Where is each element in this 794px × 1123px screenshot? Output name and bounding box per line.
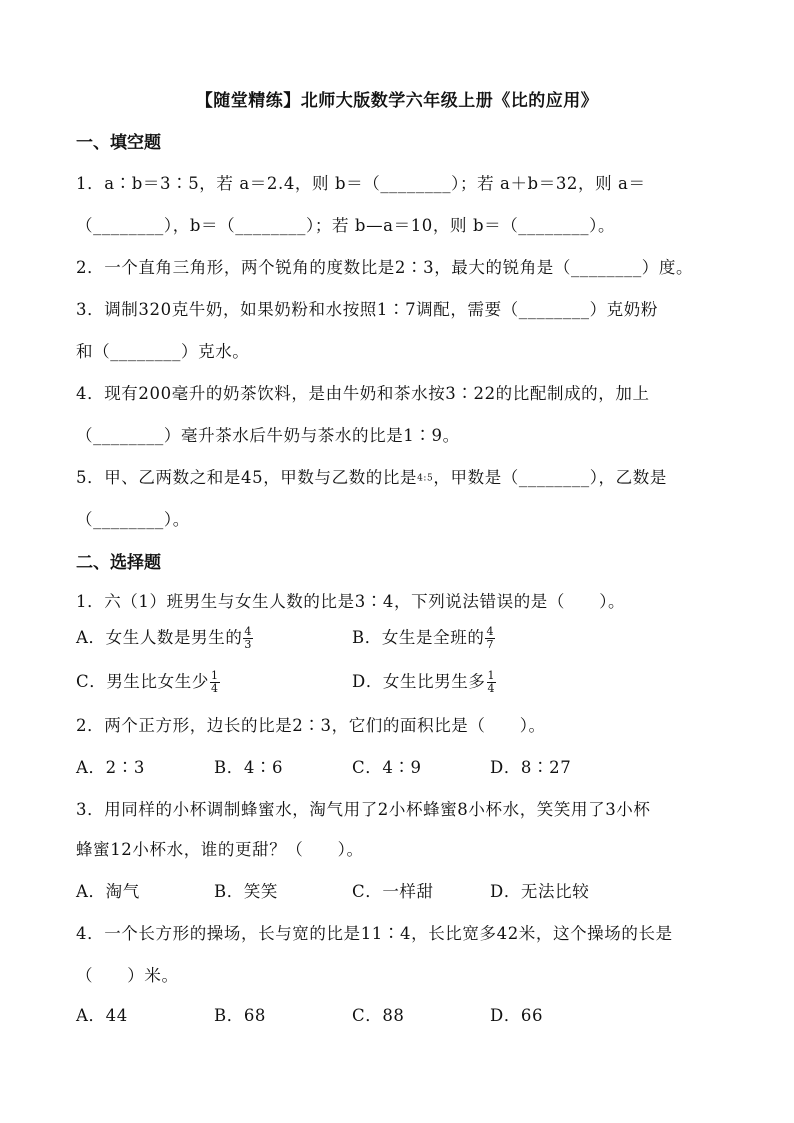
- choice-q1-option-d: D．女生比男生多 $\frac{1}{4}$: [352, 669, 496, 695]
- fraction: $\frac{1}{4}$: [487, 669, 496, 695]
- choice-q3-stem-line2: 蜂蜜12小杯水，谁的更甜？（ ）。: [76, 840, 364, 859]
- fraction: $\frac{1}{4}$: [210, 669, 219, 695]
- choice-q3-option-a: A．淘气: [76, 882, 140, 901]
- fill-q5-line1: [76, 464, 667, 488]
- fill-q3-line2: 和（________）克水。: [76, 342, 250, 361]
- choice-q2-option-b: B．4∶6: [214, 758, 284, 777]
- choice-q1-stem: 1．六（1）班男生与女生人数的比是3∶4，下列说法错误的是（ ）。: [76, 592, 626, 611]
- fill-q4-line1: 4．现有200毫升的奶茶饮料，是由牛奶和茶水按3∶22的比配制成的，加上: [76, 384, 650, 403]
- fill-q5-line2: （________）。: [76, 510, 190, 529]
- choice-q4-option-c: C．88: [352, 1006, 405, 1025]
- choice-q1-option-b: B．女生是全班的 $\frac{4}{7}$: [352, 625, 495, 651]
- choice-q1-option-a: A．女生人数是男生的 $\frac{4}{3}$: [76, 625, 253, 651]
- section-heading-fill-blank: 一、填空题: [76, 133, 161, 153]
- choice-q2-option-d: D．8∶27: [490, 758, 572, 777]
- choice-q4-stem-line2: （ ）米。: [76, 966, 179, 985]
- choice-q1-option-c: C．男生比女生少 $\frac{1}{4}$: [76, 669, 219, 695]
- fill-q2: 2．一个直角三角形，两个锐角的度数比是2∶3，最大的锐角是（________）度。: [76, 258, 694, 277]
- choice-q4-option-d: D．66: [490, 1006, 544, 1025]
- choice-q2-stem: 2．两个正方形，边长的比是2∶3，它们的面积比是（ ）。: [76, 716, 546, 735]
- fill-q1-line1: 1．a∶b＝3∶5，若 a＝2.4，则 b＝（________）；若 a＋b＝32，则 a＝: [76, 174, 646, 193]
- fill-q5-after: ，甲数是（________），乙数是: [433, 468, 667, 487]
- section-heading-choice: 二、选择题: [76, 553, 161, 573]
- choice-q2-option-c: C．4∶9: [352, 758, 422, 777]
- fraction: $\frac{4}{7}$: [486, 625, 495, 651]
- choice-q3-stem-line1: 3．用同样的小杯调制蜂蜜水，淘气用了2小杯蜂蜜8小杯水，笑笑用了3小杯: [76, 800, 651, 819]
- fill-q5-before: 5．甲、乙两数之和是45，甲数与乙数的比是: [76, 468, 418, 487]
- fill-q3-line1: 3．调制320克牛奶，如果奶粉和水按照1∶7调配，需要（________）克奶粉: [76, 300, 658, 319]
- choice-q4-stem-line1: 4．一个长方形的操场，长与宽的比是11∶4，长比宽多42米，这个操场的长是: [76, 924, 673, 943]
- choice-q2-option-a: A．2∶3: [76, 758, 145, 777]
- choice-q4-option-b: B．68: [214, 1006, 267, 1025]
- fraction: $\frac{4}{3}$: [244, 625, 253, 651]
- page-title: 【随堂精练】北师大版数学六年级上册《比的应用》: [195, 91, 599, 111]
- choice-q3-option-c: C．一样甜: [352, 882, 434, 901]
- choice-q4-option-a: A．44: [76, 1006, 128, 1025]
- choice-q3-option-b: B．笑笑: [214, 882, 279, 901]
- fill-q5-ratio: 4:5: [417, 473, 434, 484]
- fill-q1-line2: （________），b＝（________）；若 b—a＝10，则 b＝（________）。: [76, 216, 616, 235]
- fill-q4-line2: （________）毫升茶水后牛奶与茶水的比是1∶9。: [76, 426, 460, 445]
- choice-q3-option-d: D．无法比较: [490, 882, 590, 901]
